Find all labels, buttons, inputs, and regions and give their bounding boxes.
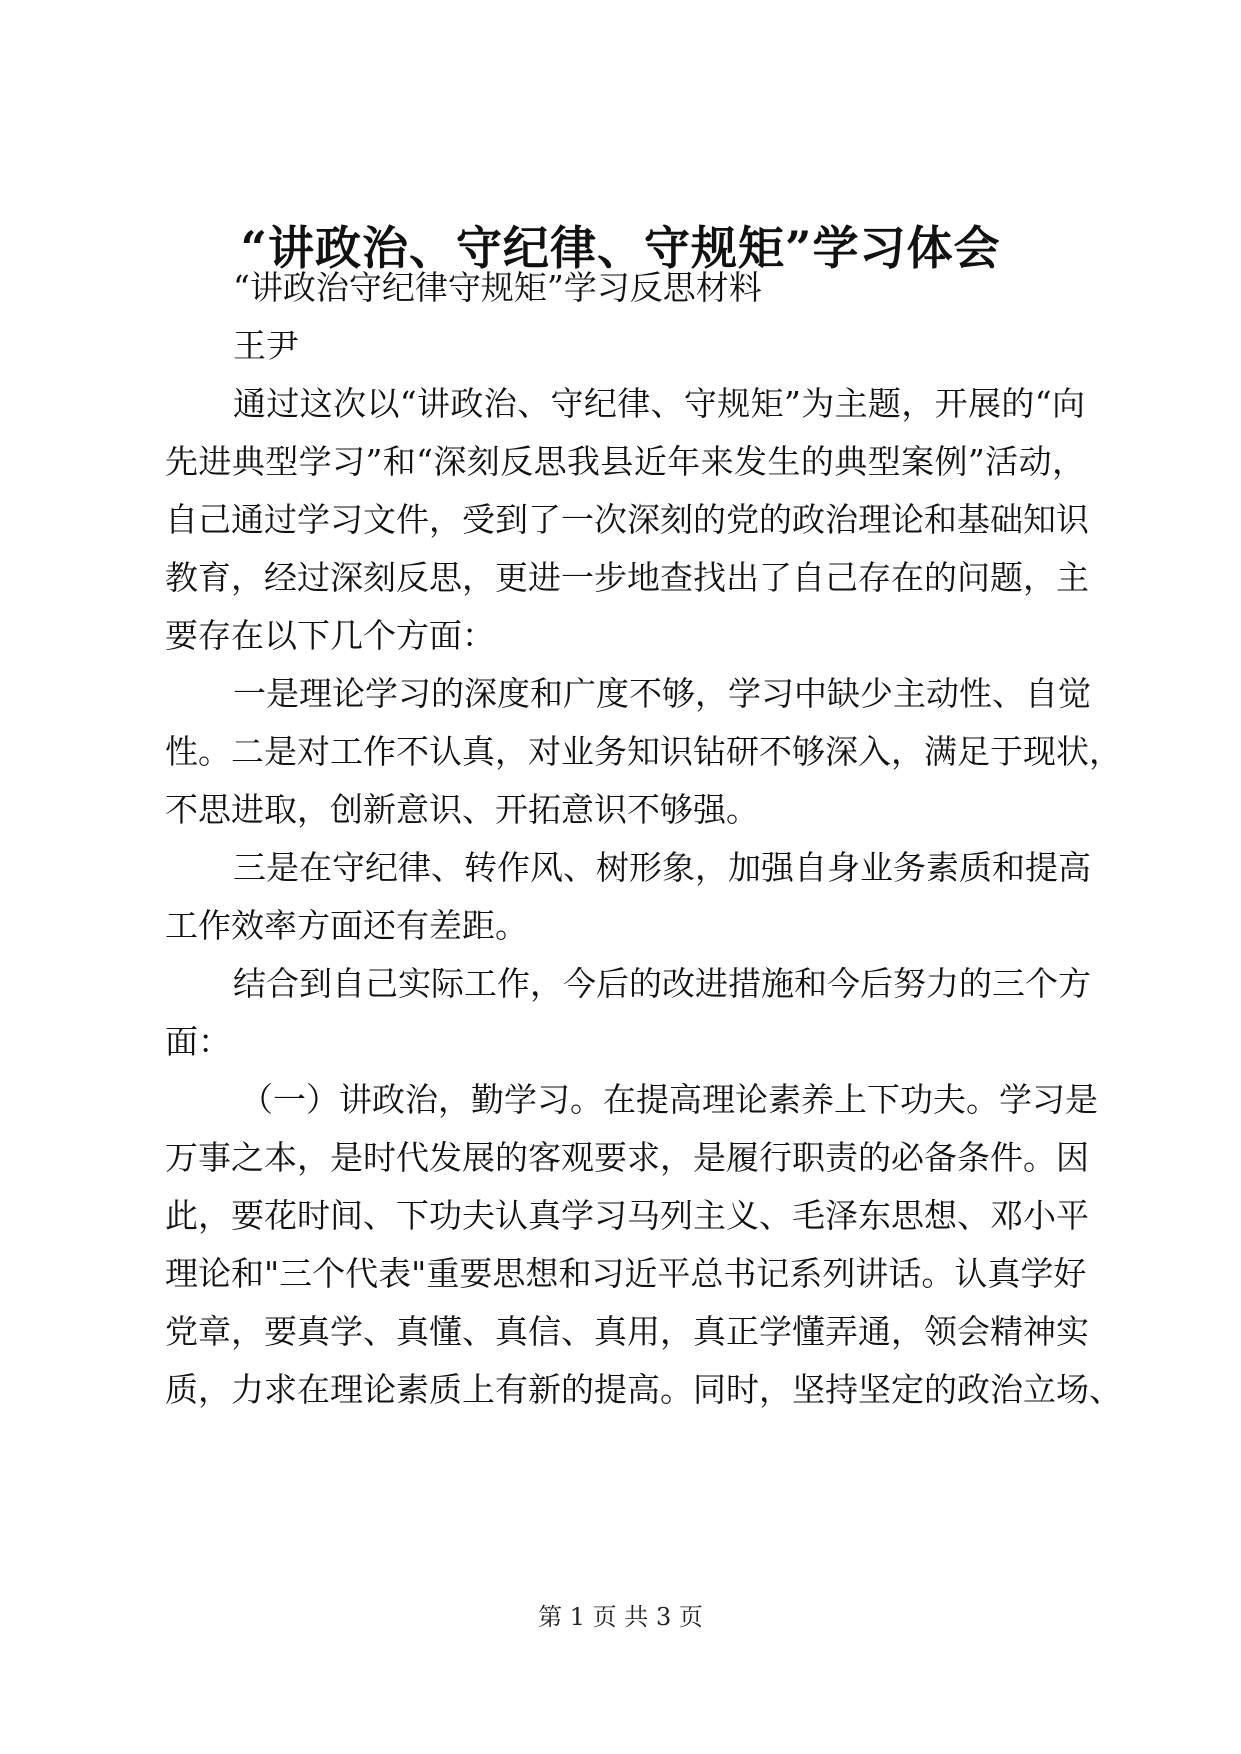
paragraph-line: 自己通过学习文件，受到了一次深刻的党的政治理论和基础知识 [165, 500, 1089, 539]
paragraph-line: 结合到自己实际工作，今后的改进措施和今后努力的三个方 [233, 964, 1091, 1003]
paragraph-line: 万事之本，是时代发展的客观要求，是履行职责的必备条件。因 [165, 1138, 1089, 1177]
paragraph-line: 党章，要真学、真懂、真信、真用，真正学懂弄通，领会精神实 [165, 1312, 1089, 1351]
paragraph-line: 教育，经过深刻反思，更进一步地查找出了自己存在的问题，主 [165, 558, 1089, 597]
paragraph-line: 此，要花时间、下功夫认真学习马列主义、毛泽东思想、邓小平 [165, 1196, 1089, 1235]
page-footer: 第 1 页 共 3 页 [538, 1603, 703, 1631]
paragraph-line: 先进典型学习”和“深刻反思我县近年来发生的典型案例”活动， [165, 442, 1085, 481]
document-subtitle: “讲政治守纪律守规矩”学习反思材料 [233, 268, 762, 307]
paragraph-line: 工作效率方面还有差距。 [165, 906, 528, 945]
paragraph-line: 不思进取，创新意识、开拓意识不够强。 [165, 790, 759, 829]
author-name: 王尹 [233, 326, 299, 365]
paragraph-line: 要存在以下几个方面： [165, 616, 495, 655]
paragraph-line: 理论和"三个代表"重要思想和习近平总书记系列讲话。认真学好 [165, 1254, 1087, 1293]
paragraph-line: 通过这次以“讲政治、守纪律、守规矩”为主题，开展的“向 [233, 384, 1085, 423]
document-title: “讲政治、守纪律、守规矩”学习体会 [240, 221, 1001, 275]
paragraph-line: 一是理论学习的深度和广度不够，学习中缺少主动性、自觉 [233, 674, 1091, 713]
paragraph-line: 性。二是对工作不认真，对业务知识钻研不够深入，满足于现状， [165, 732, 1122, 771]
paragraph-line: 质，力求在理论素质上有新的提高。同时，坚持坚定的政治立场、 [165, 1370, 1122, 1409]
paragraph-line: 三是在守纪律、转作风、树形象，加强自身业务素质和提高 [233, 848, 1091, 887]
paragraph-line: （一）讲政治，勤学习。在提高理论素养上下功夫。学习是 [240, 1080, 1098, 1119]
paragraph-line: 面： [165, 1022, 231, 1061]
